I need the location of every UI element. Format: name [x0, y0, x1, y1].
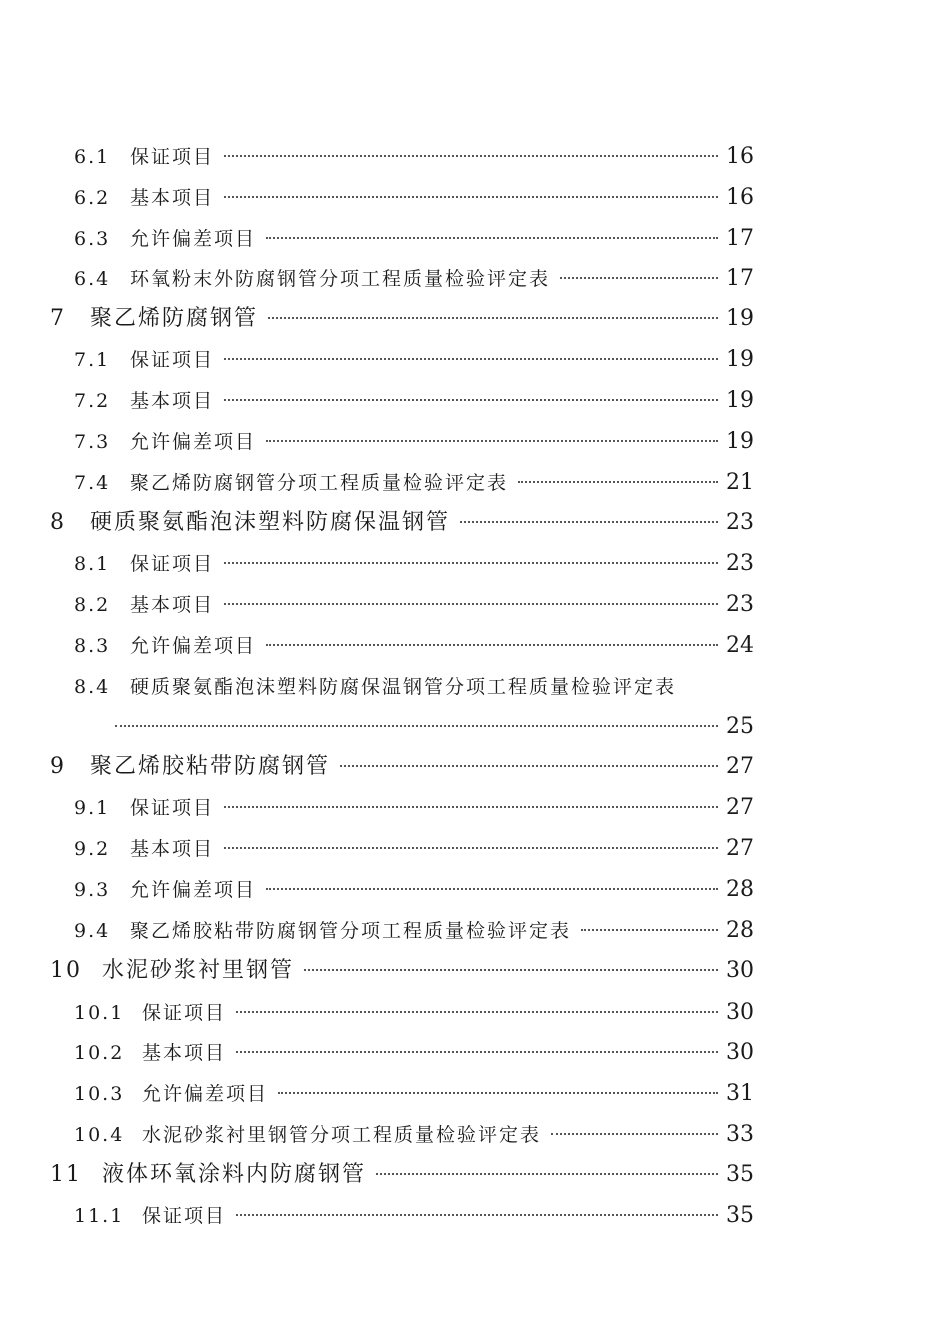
- toc-entry-number: 7.4: [74, 472, 111, 494]
- toc-entry-title: 允许偏差项目: [130, 431, 257, 453]
- dot-leader: [224, 149, 718, 157]
- toc-chapter-entry[interactable]: [50, 508, 754, 538]
- toc-page-number: 16: [726, 185, 754, 210]
- toc-entry-number: 11.1: [74, 1205, 125, 1227]
- dot-leader: [376, 1167, 718, 1175]
- toc-page-number: 27: [726, 836, 754, 861]
- toc-entry-number: 7.1: [74, 349, 111, 371]
- toc-section-entry[interactable]: [74, 1079, 754, 1109]
- toc-page-number: 17: [726, 266, 754, 291]
- dot-leader: [115, 719, 718, 727]
- dot-leader: [266, 638, 718, 646]
- toc-page-number: 23: [726, 592, 754, 617]
- toc-section-entry[interactable]: [74, 224, 754, 254]
- dot-leader: [266, 231, 718, 239]
- toc-entry-number: 8.2: [74, 594, 111, 616]
- toc-section-entry[interactable]: [74, 386, 754, 416]
- toc-entry-number: 10: [50, 958, 82, 983]
- toc-entry-title: 基本项目: [130, 390, 215, 412]
- toc-page-number: 19: [726, 347, 754, 372]
- toc-page-number: 27: [726, 754, 754, 779]
- toc-entry-title: 允许偏差项目: [130, 879, 257, 901]
- dot-leader: [236, 1005, 718, 1013]
- dot-leader: [460, 515, 718, 523]
- toc-page-number: 23: [726, 551, 754, 576]
- dot-leader: [224, 597, 718, 605]
- toc-entry-title: 硬质聚氨酯泡沫塑料防腐保温钢管: [90, 510, 451, 535]
- toc-entry-number: 10.2: [74, 1042, 125, 1064]
- dot-leader: [581, 923, 718, 931]
- toc-entry-number: 9.2: [74, 838, 111, 860]
- toc-page-number: 19: [726, 306, 754, 331]
- dot-leader: [266, 882, 718, 890]
- toc-entry-number: 10.1: [74, 1002, 125, 1024]
- toc-entry-title: 聚乙烯胶粘带防腐钢管: [90, 754, 331, 779]
- toc-entry-title: 水泥砂浆衬里钢管分项工程质量检验评定表: [142, 1124, 542, 1146]
- toc-section-entry[interactable]: [74, 549, 754, 579]
- toc-section-entry[interactable]: [74, 875, 754, 905]
- toc-entry-number: 8: [50, 510, 66, 535]
- toc-section-entry[interactable]: [74, 590, 754, 620]
- toc-section-entry[interactable]: [74, 916, 754, 946]
- toc-entry-title: 聚乙烯防腐钢管分项工程质量检验评定表: [130, 472, 509, 494]
- dot-leader: [518, 475, 718, 483]
- toc-entry-number: 10.4: [74, 1124, 125, 1146]
- toc-page-number: 33: [726, 1122, 754, 1147]
- toc-entry-number: 9.3: [74, 879, 111, 901]
- toc-page-number: 21: [726, 470, 754, 495]
- toc-chapter-entry[interactable]: [50, 752, 754, 782]
- toc-page-number: 35: [726, 1203, 754, 1228]
- toc-page-number: 35: [726, 1162, 754, 1187]
- toc-entry-title: 聚乙烯防腐钢管: [90, 306, 259, 331]
- toc-section-entry[interactable]: [74, 427, 754, 457]
- toc-page-number: 30: [726, 1040, 754, 1065]
- dot-leader: [236, 1045, 718, 1053]
- toc-entry-title: 环氧粉末外防腐钢管分项工程质量检验评定表: [130, 268, 551, 290]
- toc-section-entry[interactable]: [74, 183, 754, 213]
- toc-entry-number: 6.4: [74, 268, 111, 290]
- toc-entry-number: 8.4: [74, 676, 111, 698]
- toc-entry-number: 10.3: [74, 1083, 125, 1105]
- toc-entry-number: 9: [50, 754, 66, 779]
- toc-entry-number: 9.1: [74, 797, 111, 819]
- toc-section-entry[interactable]: [74, 264, 754, 294]
- toc-entry-title: 基本项目: [130, 187, 215, 209]
- toc-section-entry[interactable]: [74, 834, 754, 864]
- toc-entry-number: 6.3: [74, 228, 111, 250]
- dot-leader: [340, 759, 718, 767]
- toc-page-number: 28: [726, 918, 754, 943]
- toc-entry-continuation[interactable]: [115, 712, 754, 742]
- toc-entry-title: 保证项目: [130, 797, 215, 819]
- toc-chapter-entry[interactable]: [50, 304, 754, 334]
- toc-page-number: 23: [726, 510, 754, 535]
- toc-entry-title: 聚乙烯胶粘带防腐钢管分项工程质量检验评定表: [130, 920, 572, 942]
- toc-entry-number: 8.1: [74, 553, 111, 575]
- toc-entry-title: 允许偏差项目: [130, 228, 257, 250]
- toc-section-entry[interactable]: [74, 1120, 754, 1150]
- toc-entry-number: 8.3: [74, 635, 111, 657]
- dot-leader: [304, 963, 718, 971]
- toc-entry-title: 保证项目: [142, 1002, 227, 1024]
- toc-page-number: 28: [726, 877, 754, 902]
- dot-leader: [224, 800, 718, 808]
- toc-entry-title: 基本项目: [130, 594, 215, 616]
- toc-page-number: 25: [726, 714, 754, 739]
- dot-leader: [560, 271, 718, 279]
- toc-entry-number: 6.2: [74, 187, 111, 209]
- toc-section-entry[interactable]: [74, 468, 754, 498]
- toc-section-entry[interactable]: [74, 1201, 754, 1231]
- toc-entry-title: 基本项目: [142, 1042, 227, 1064]
- dot-leader: [236, 1208, 718, 1216]
- toc-entry-number: 7.3: [74, 431, 111, 453]
- dot-leader: [224, 352, 718, 360]
- toc-chapter-entry[interactable]: [50, 956, 754, 986]
- toc-page-number: 24: [726, 633, 754, 658]
- toc-page-number: 17: [726, 226, 754, 251]
- toc-entry-title: 允许偏差项目: [130, 635, 257, 657]
- toc-entry-heading[interactable]: [74, 672, 676, 702]
- dot-leader: [224, 393, 718, 401]
- toc-page-number: 27: [726, 795, 754, 820]
- dot-leader: [224, 841, 718, 849]
- toc-entry-title: 水泥砂浆衬里钢管: [102, 958, 295, 983]
- toc-page-number: 30: [726, 1000, 754, 1025]
- toc-page-number: 19: [726, 388, 754, 413]
- toc-section-entry[interactable]: [74, 631, 754, 661]
- toc-entry-title: 保证项目: [130, 349, 215, 371]
- toc-entry-number: 11: [50, 1162, 82, 1187]
- toc-entry-number: 7: [50, 306, 66, 331]
- toc-entry-title: 保证项目: [142, 1205, 227, 1227]
- toc-entry-title: 液体环氧涂料内防腐钢管: [102, 1162, 367, 1187]
- toc-page-number: 30: [726, 958, 754, 983]
- dot-leader: [224, 556, 718, 564]
- toc-entry-number: 9.4: [74, 920, 111, 942]
- toc-entry-number: 7.2: [74, 390, 111, 412]
- toc-page-number: 31: [726, 1081, 754, 1106]
- toc-page-number: 16: [726, 144, 754, 169]
- toc-section-entry[interactable]: [74, 1038, 754, 1068]
- toc-entry-number: 6.1: [74, 146, 111, 168]
- toc-section-entry[interactable]: [74, 793, 754, 823]
- dot-leader: [268, 311, 718, 319]
- dot-leader: [551, 1127, 718, 1135]
- toc-section-entry[interactable]: [74, 345, 754, 375]
- toc-entry-title: 硬质聚氨酯泡沫塑料防腐保温钢管分项工程质量检验评定表: [130, 676, 677, 698]
- toc-section-entry[interactable]: [74, 142, 754, 172]
- toc-entry-title: 允许偏差项目: [142, 1083, 269, 1105]
- toc-section-entry[interactable]: [74, 998, 754, 1028]
- dot-leader: [266, 434, 718, 442]
- dot-leader: [224, 190, 718, 198]
- toc-chapter-entry[interactable]: [50, 1160, 754, 1190]
- dot-leader: [278, 1086, 718, 1094]
- toc-entry-title: 保证项目: [130, 553, 215, 575]
- toc-entry-title: 基本项目: [130, 838, 215, 860]
- toc-page-number: 19: [726, 429, 754, 454]
- toc-entry-title: 保证项目: [130, 146, 215, 168]
